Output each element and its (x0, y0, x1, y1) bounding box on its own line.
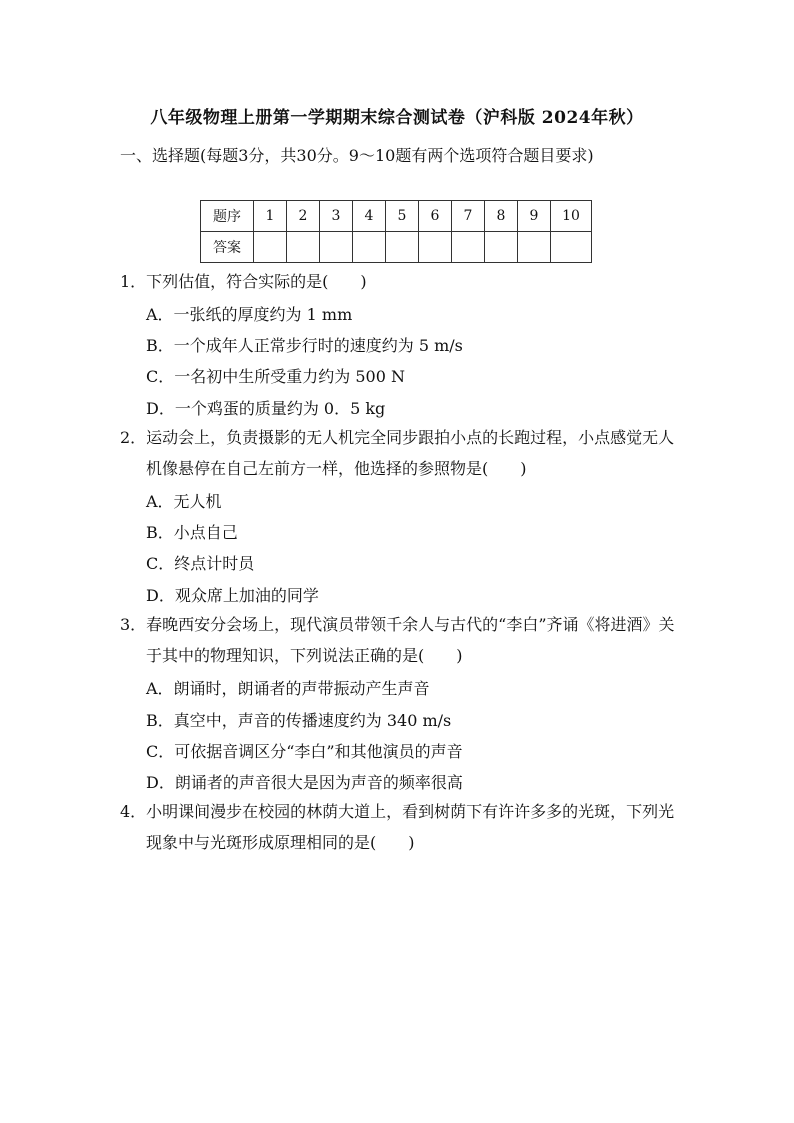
question-3-option-c: C．可依据音调区分“李白”和其他演员的声音 (146, 742, 463, 761)
table-label-answer: 答案 (201, 232, 254, 263)
question-3-option-a: A．朗诵时，朗诵者的声带振动产生声音 (146, 679, 430, 698)
question-3-option-b: B．真空中，声音的传播速度约为 340 m/s (146, 711, 452, 730)
question-2-option-b: B．小点自己 (146, 523, 238, 542)
question-3-option-d: D．朗诵者的声音很大是因为声音的频率很高 (146, 773, 463, 792)
question-1-option-b: B．一个成年人正常步行时的速度约为 5 m/s (146, 336, 463, 355)
question-3-stem-line2: 于其中的物理知识，下列说法正确的是( ) (146, 646, 463, 665)
question-2-option-c: C．终点计时员 (146, 554, 255, 573)
answer-cell[interactable] (485, 232, 518, 263)
section-heading: 一、选择题(每题3分，共30分。9～10题有两个选项符合题目要求) (120, 146, 594, 165)
table-number: 10 (551, 201, 592, 232)
answer-table (200, 200, 592, 263)
answer-table-row-numbers (201, 201, 592, 232)
question-4-stem-line1: 4．小明课间漫步在校园的林荫大道上，看到树荫下有许许多多的光斑，下列光 (120, 802, 675, 821)
table-number: 2 (287, 201, 320, 232)
answer-cell[interactable] (386, 232, 419, 263)
answer-cell[interactable] (254, 232, 287, 263)
table-label-order: 题序 (201, 201, 254, 232)
answer-table-row-answers (201, 232, 592, 263)
table-number: 5 (386, 201, 419, 232)
question-2-stem-line2: 机像悬停在自己左前方一样，他选择的参照物是( ) (146, 459, 527, 478)
answer-cell[interactable] (320, 232, 353, 263)
answer-cell[interactable] (518, 232, 551, 263)
answer-cell[interactable] (551, 232, 592, 263)
question-2-stem-line1: 2．运动会上，负责摄影的无人机完全同步跟拍小点的长跑过程，小点感觉无人 (120, 428, 675, 447)
table-number: 8 (485, 201, 518, 232)
answer-cell[interactable] (353, 232, 386, 263)
table-number: 1 (254, 201, 287, 232)
answer-cell[interactable] (419, 232, 452, 263)
exam-title: 八年级物理上册第一学期期末综合测试卷（沪科版 2024年秋） (150, 108, 644, 128)
question-1-option-c: C．一名初中生所受重力约为 500 N (146, 367, 405, 386)
table-number: 6 (419, 201, 452, 232)
question-3-stem-line1: 3．春晚西安分会场上，现代演员带领千余人与古代的“李白”齐诵《将进酒》关 (120, 615, 675, 634)
table-number: 7 (452, 201, 485, 232)
question-4-stem-line2: 现象中与光斑形成原理相同的是( ) (146, 833, 415, 852)
table-number: 3 (320, 201, 353, 232)
table-number: 4 (353, 201, 386, 232)
question-2-option-d: D．观众席上加油的同学 (146, 586, 319, 605)
question-1-option-d: D．一个鸡蛋的质量约为 0．5 kg (146, 399, 386, 418)
question-2-option-a: A．无人机 (146, 492, 222, 511)
answer-cell[interactable] (287, 232, 320, 263)
table-number: 9 (518, 201, 551, 232)
question-1-option-a: A．一张纸的厚度约为 1 mm (146, 305, 353, 324)
answer-cell[interactable] (452, 232, 485, 263)
question-1-stem: 1．下列估值，符合实际的是( ) (120, 272, 367, 291)
